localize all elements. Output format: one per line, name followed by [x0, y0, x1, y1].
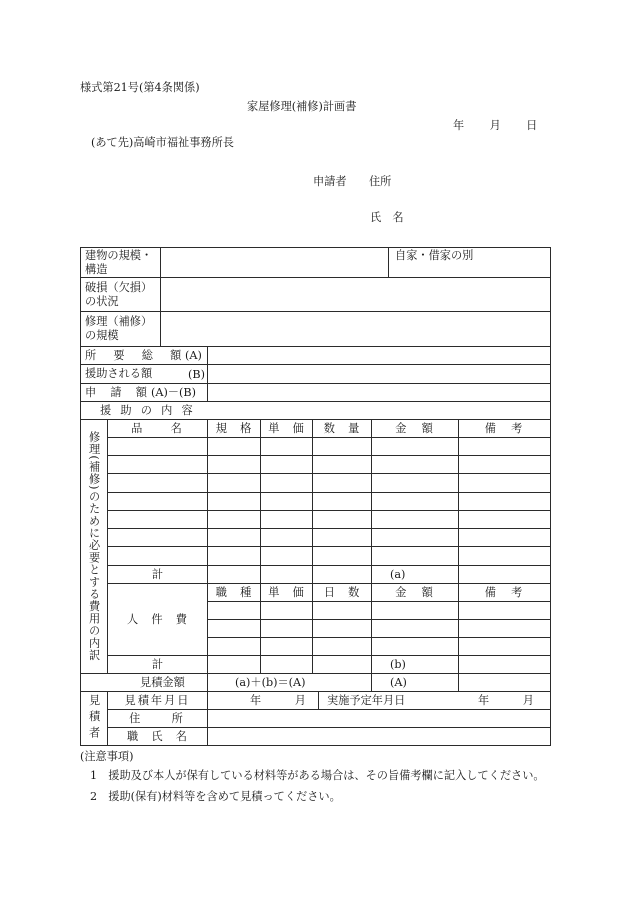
- total-required-value-cell: [207, 346, 551, 365]
- estimator-name-value-cell: [207, 727, 551, 746]
- repair-scale-label-line1: 修理（補修）: [85, 315, 153, 328]
- labor-subtotal-label-cell: [107, 655, 208, 674]
- total-required-label: 所 要 総 額: [85, 348, 185, 362]
- labor-row-3-days-cell: [312, 637, 372, 656]
- assistance-heading: 援 助 の 内 容: [100, 403, 192, 417]
- addressee: (あて先)高崎市福祉事務所長: [91, 136, 234, 149]
- material-header-quantity-label: 数 量: [323, 421, 361, 435]
- labor-subtotal-label: 計: [151, 657, 164, 671]
- notes-heading: (注意事項): [80, 750, 134, 763]
- material-row-3-quantity-cell: [312, 473, 372, 493]
- material-row-7-spec-cell: [207, 546, 261, 566]
- planned-date-cell: [318, 691, 551, 710]
- labor-header-amount-label: 金 額: [395, 585, 435, 599]
- material-row-2-spec-cell: [207, 455, 261, 474]
- note-item-1: 1 援助及び本人が保有している材料等がある場合は、その旨備考欄に記入してください。: [90, 769, 545, 782]
- building-structure-label-line1: 建物の規模・: [85, 248, 153, 262]
- material-header-remarks-label: 備 考: [484, 421, 525, 435]
- estimator-section-label-cell: [80, 691, 108, 746]
- damage-label-cell: [80, 277, 161, 312]
- damage-label-line2: の状況: [85, 294, 119, 308]
- repair-scale-label: [81, 315, 152, 343]
- material-row-4-item-name-cell: [107, 492, 208, 511]
- total-required-label-cell: [80, 346, 208, 365]
- estimate-date-blank: 年 月: [250, 693, 306, 707]
- material-row-4-remarks-cell: [458, 492, 551, 511]
- labor-row-2-remarks-cell: [458, 619, 551, 638]
- material-header-item-name: [107, 419, 208, 438]
- estimate-formula-cell: [207, 673, 372, 692]
- damage-value-cell: [160, 277, 551, 312]
- material-row-6-amount-cell: [371, 528, 459, 547]
- material-subtotal-remarks-cell: [458, 565, 551, 584]
- labor-row-1-remarks-cell: [458, 601, 551, 620]
- labor-header-days-label: 日 数: [323, 585, 361, 599]
- material-header-unit-price: [260, 419, 313, 438]
- material-header-item-name-label: 品 名: [131, 421, 184, 435]
- labor-header-unit-price-label: 単 価: [268, 585, 305, 599]
- estimate-date-value-cell: [207, 691, 319, 710]
- estimator-name-label: 職 氏 名: [127, 729, 188, 743]
- estimate-label-cell: [80, 673, 208, 692]
- labor-row-1-job-type-cell: [207, 601, 261, 620]
- material-subtotal-quantity-cell: [312, 565, 372, 584]
- planned-date-label: 実施予定年月日: [327, 693, 406, 707]
- labor-label-cell: [107, 583, 208, 656]
- labor-header-days: [312, 583, 372, 602]
- labor-row-2-amount-cell: [371, 619, 459, 638]
- damage-label: [81, 281, 152, 309]
- labor-header-job-type: [207, 583, 261, 602]
- labor-row-3-remarks-cell: [458, 637, 551, 656]
- repair-scale-label-line2: の規模: [85, 329, 119, 342]
- submission-date: 年 月 日: [453, 119, 539, 132]
- material-row-5-item-name-cell: [107, 510, 208, 529]
- material-subtotal-spec-cell: [207, 565, 261, 584]
- applied-amount-label-cell: [80, 383, 208, 402]
- building-structure-value-cell: [160, 247, 389, 278]
- planned-date-blank: 年 月: [478, 694, 534, 707]
- applied-amount-label: 申 請 額: [85, 385, 149, 399]
- document-title: 家屋修理(補修)計画書: [247, 100, 357, 113]
- applicant-name-label: 氏 名: [370, 211, 404, 224]
- material-row-5-amount-cell: [371, 510, 459, 529]
- material-row-6-spec-cell: [207, 528, 261, 547]
- estimator-name-label-cell: [107, 727, 208, 746]
- assistance-heading-cell: [80, 401, 551, 420]
- labor-row-1-days-cell: [312, 601, 372, 620]
- estimate-label: 見積金額: [140, 675, 185, 689]
- material-header-spec-label: 規 格: [215, 421, 253, 435]
- labor-subtotal-mark: (b): [390, 657, 406, 671]
- material-row-2-item-name-cell: [107, 455, 208, 474]
- material-header-amount-label: 金 額: [395, 421, 435, 435]
- material-row-5-quantity-cell: [312, 510, 372, 529]
- estimator-section-label: 見積者: [87, 694, 101, 743]
- estimate-mark: (A): [390, 675, 407, 689]
- material-row-4-spec-cell: [207, 492, 261, 511]
- estimate-date-label-cell: [107, 691, 208, 710]
- material-header-unit-price-label: 単 価: [268, 421, 305, 435]
- labor-label: 人 件 費: [127, 612, 188, 626]
- estimator-address-value-cell: [207, 709, 551, 728]
- material-row-2-remarks-cell: [458, 455, 551, 474]
- building-structure-label: [81, 249, 152, 277]
- form-number: 様式第21号(第4条関係): [80, 81, 200, 94]
- labor-subtotal-days-cell: [312, 655, 372, 674]
- material-row-6-unit-price-cell: [260, 528, 313, 547]
- assisted-amount-label: 援助される額: [85, 367, 153, 381]
- ownership-cell: [388, 247, 551, 278]
- material-row-5-unit-price-cell: [260, 510, 313, 529]
- labor-row-1-amount-cell: [371, 601, 459, 620]
- building-structure-label-line2: 構造: [85, 262, 108, 276]
- material-row-3-remarks-cell: [458, 473, 551, 493]
- estimate-date-label: 見積年月日: [124, 693, 191, 707]
- material-subtotal-unit-price-cell: [260, 565, 313, 584]
- assisted-amount-value-cell: [207, 364, 551, 384]
- assisted-amount-mark: (B): [188, 367, 205, 381]
- labor-row-2-days-cell: [312, 619, 372, 638]
- labor-subtotal-job-type-cell: [207, 655, 261, 674]
- breakdown-section-label: 修理(補修)のために必要とする費用の内訳: [87, 431, 101, 662]
- labor-subtotal-remarks-cell: [458, 655, 551, 674]
- total-required-mark: (A): [185, 349, 202, 362]
- material-row-6-remarks-cell: [458, 528, 551, 547]
- material-subtotal-mark: (a): [390, 567, 406, 581]
- material-row-7-unit-price-cell: [260, 546, 313, 566]
- material-header-spec: [207, 419, 261, 438]
- applied-amount-mark: (A)－(B): [151, 386, 196, 399]
- material-row-3-amount-cell: [371, 473, 459, 493]
- repair-scale-value-cell: [160, 311, 551, 347]
- building-structure-label-cell: [80, 247, 161, 278]
- breakdown-section-label-cell: [80, 419, 108, 674]
- material-row-2-amount-cell: [371, 455, 459, 474]
- estimator-address-label-cell: [107, 709, 208, 728]
- material-row-4-quantity-cell: [312, 492, 372, 511]
- material-row-3-spec-cell: [207, 473, 261, 493]
- labor-row-2-job-type-cell: [207, 619, 261, 638]
- material-header-quantity: [312, 419, 372, 438]
- material-row-6-quantity-cell: [312, 528, 372, 547]
- labor-header-unit-price: [260, 583, 313, 602]
- material-row-1-spec-cell: [207, 437, 261, 456]
- damage-label-line1: 破損（欠損）: [85, 280, 153, 294]
- repair-scale-label-cell: [80, 311, 161, 347]
- material-row-1-amount-cell: [371, 437, 459, 456]
- labor-header-amount: [371, 583, 459, 602]
- material-row-5-spec-cell: [207, 510, 261, 529]
- material-row-4-unit-price-cell: [260, 492, 313, 511]
- material-row-3-unit-price-cell: [260, 473, 313, 493]
- material-row-1-unit-price-cell: [260, 437, 313, 456]
- labor-row-1-unit-price-cell: [260, 601, 313, 620]
- material-row-7-quantity-cell: [312, 546, 372, 566]
- labor-subtotal-amount-cell: [371, 655, 459, 674]
- material-row-2-unit-price-cell: [260, 455, 313, 474]
- material-row-3-item-name-cell: [107, 473, 208, 493]
- material-subtotal-amount-cell: [371, 565, 459, 584]
- applied-amount-value-cell: [207, 383, 551, 402]
- material-row-6-item-name-cell: [107, 528, 208, 547]
- material-subtotal-label: 計: [151, 567, 164, 581]
- labor-header-remarks-label: 備 考: [484, 585, 525, 599]
- estimate-amount-cell: [371, 673, 459, 692]
- material-row-7-amount-cell: [371, 546, 459, 566]
- estimate-formula: (a)＋(b)＝(A): [235, 675, 306, 689]
- labor-header-remarks: [458, 583, 551, 602]
- note-item-2: 2 援助(保有)材料等を含めて見積ってください。: [90, 790, 341, 803]
- material-row-1-remarks-cell: [458, 437, 551, 456]
- labor-row-2-unit-price-cell: [260, 619, 313, 638]
- labor-header-job-type-label: 職 種: [215, 585, 253, 599]
- material-row-1-quantity-cell: [312, 437, 372, 456]
- material-row-7-item-name-cell: [107, 546, 208, 566]
- material-subtotal-label-cell: [107, 565, 208, 584]
- material-row-4-amount-cell: [371, 492, 459, 511]
- estimator-address-label: 住 所: [129, 711, 186, 725]
- assisted-amount-label-cell: [80, 364, 208, 384]
- material-row-7-remarks-cell: [458, 546, 551, 566]
- labor-row-3-unit-price-cell: [260, 637, 313, 656]
- applicant-address-label: 申請者 住所: [313, 175, 392, 188]
- material-row-2-quantity-cell: [312, 455, 372, 474]
- labor-subtotal-unit-price-cell: [260, 655, 313, 674]
- estimate-remarks-cell: [458, 673, 551, 692]
- material-header-remarks: [458, 419, 551, 438]
- labor-row-3-amount-cell: [371, 637, 459, 656]
- material-row-1-item-name-cell: [107, 437, 208, 456]
- labor-row-3-job-type-cell: [207, 637, 261, 656]
- material-row-5-remarks-cell: [458, 510, 551, 529]
- ownership-label: 自家・借家の別: [395, 249, 474, 262]
- material-header-amount: [371, 419, 459, 438]
